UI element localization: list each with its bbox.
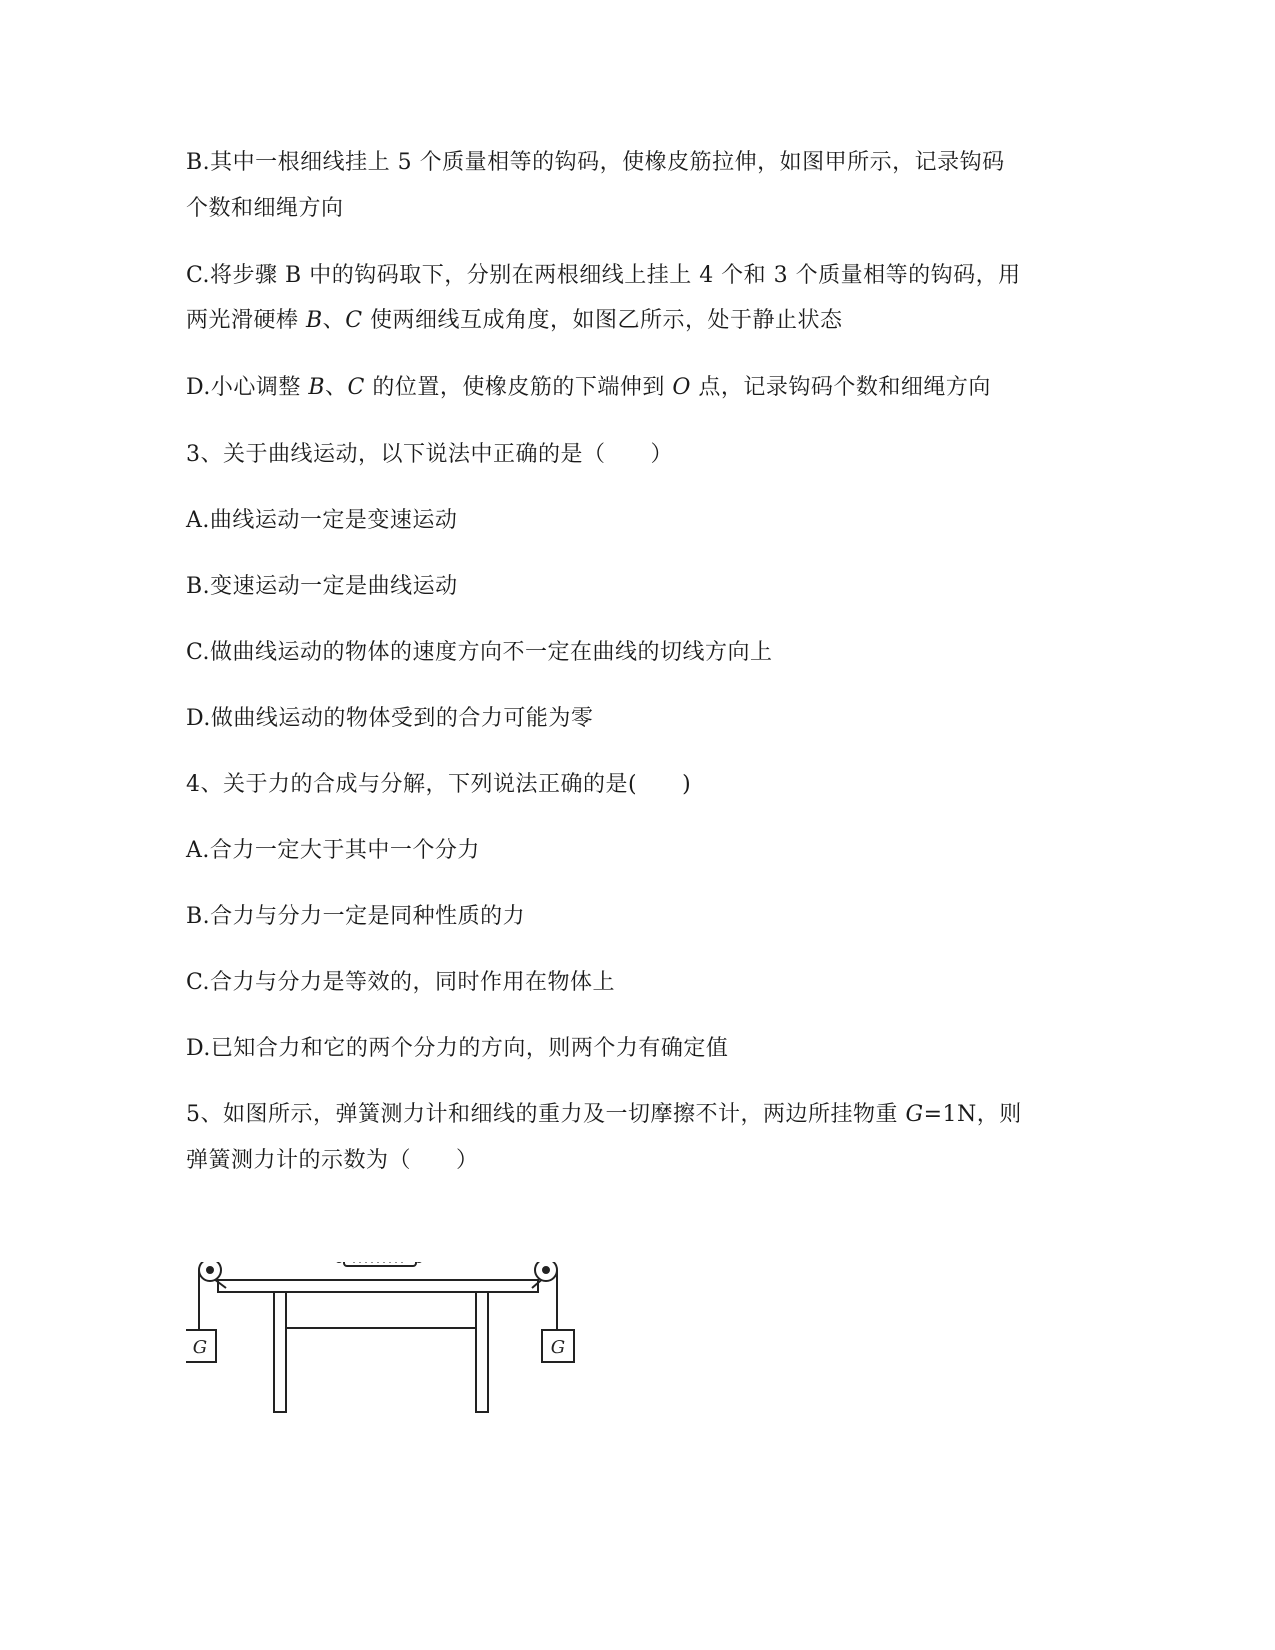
q5-stem-line2: 弹簧测力计的示数为（ ）: [186, 1148, 479, 1173]
step-c-line2-post: 使两细线互成角度，如图乙所示，处于静止状态: [362, 308, 843, 333]
q5-stem-pre: 5、如图所示，弹簧测力计和细线的重力及一切摩擦不计，两边所挂物重: [186, 1102, 906, 1127]
step-c-line2-pre: 两光滑硬棒: [186, 308, 306, 333]
var-g: G: [905, 1102, 924, 1127]
table-leg-right: [476, 1292, 488, 1412]
step-d-line: [186, 373, 1086, 403]
q3-option-c: C.做曲线运动的物体的速度方向不一定在曲线的切线方向上: [186, 640, 773, 665]
q4-option-a: A.合力一定大于其中一个分力: [186, 838, 480, 863]
var-b: B: [308, 375, 326, 400]
q4-option-b: B.合力与分力一定是同种性质的力: [186, 904, 526, 929]
step-d-pre: D.小心调整: [186, 375, 309, 400]
weight-right-label: G: [550, 1337, 566, 1358]
pulley-left-axle: [207, 1267, 213, 1273]
q3-stem: 3、关于曲线运动，以下说法中正确的是（ ）: [186, 442, 673, 467]
q4-option-d: D.已知合力和它的两个分力的方向，则两个力有确定值: [186, 1036, 729, 1061]
q3-option-b: B.变速运动一定是曲线运动: [186, 574, 458, 599]
q4-option-c: C.合力与分力是等效的，同时作用在物体上: [186, 970, 616, 995]
step-b-line1: B.其中一根细线挂上 5 个质量相等的钩码，使橡皮筋拉伸，如图甲所示，记录钩码: [186, 150, 1005, 175]
var-c: C: [347, 375, 365, 400]
step-c-line1: C.将步骤 B 中的钩码取下，分别在两根细线上挂上 4 个和 3 个质量相等的钩码，用: [186, 263, 1021, 288]
table-top: [218, 1280, 538, 1292]
step-d-mid2: 的位置，使橡皮筋的下端伸到: [364, 375, 673, 400]
step-d-post: 点，记录钩码个数和细绳方向: [690, 375, 991, 400]
step-b-line2: 个数和细绳方向: [186, 196, 344, 221]
q4-stem: 4、关于力的合成与分解，下列说法正确的是( ): [186, 772, 692, 797]
q5-stem-line1: [186, 1100, 1086, 1130]
table-leg-left: [274, 1292, 286, 1412]
var-c: C: [345, 308, 363, 333]
spring-scale: [336, 1262, 422, 1266]
q3-option-d: D.做曲线运动的物体受到的合力可能为零: [186, 706, 594, 731]
weight-left-label: G: [192, 1337, 208, 1358]
var-b: B: [306, 308, 323, 333]
var-o: O: [672, 375, 691, 400]
pulley-right-axle: [543, 1267, 549, 1273]
step-c-line2-mid: 、: [322, 308, 346, 333]
step-d-mid: 、: [325, 375, 348, 400]
q5-stem-post: =1N，则: [923, 1102, 1022, 1127]
spring-scale-figure: [186, 1262, 606, 1448]
step-c-line2: [186, 306, 1086, 336]
q3-option-a: A.曲线运动一定是变速运动: [186, 508, 458, 533]
